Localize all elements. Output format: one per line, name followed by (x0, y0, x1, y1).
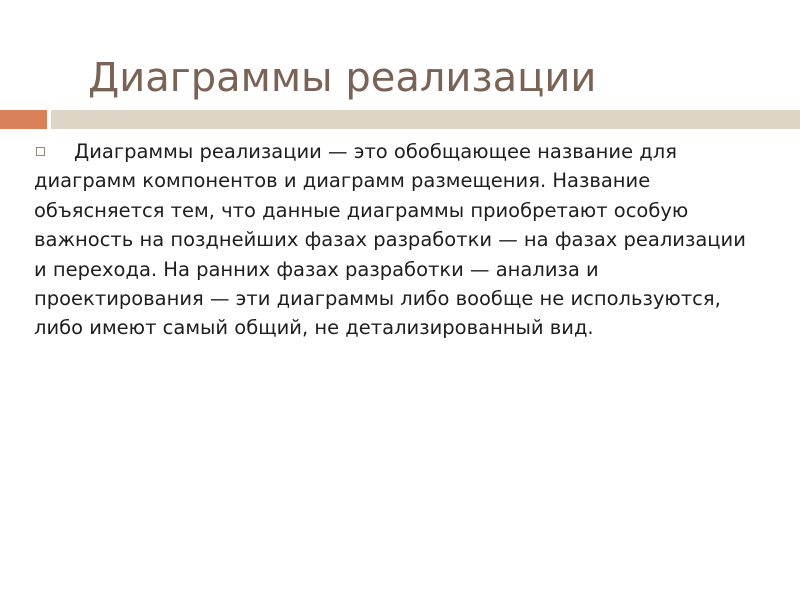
title-divider-bar (51, 110, 800, 129)
title-divider-accent (0, 110, 47, 129)
bullet-text: Диаграммы реализации — это обобщающее название для диаграмм компонентов и диаграмм размещения. Название объясняется тем, что данные диаграммы приобретают особую важность на позднейших фазах разработки — на фазах реализации и перехода. На ранних фазах разработки — анализа и проектирования — эти диаграммы либо вообще не используются, либо имеют самый общий, не детализированный вид. (34, 140, 746, 340)
slide-title: Диаграммы реализации (88, 55, 597, 101)
